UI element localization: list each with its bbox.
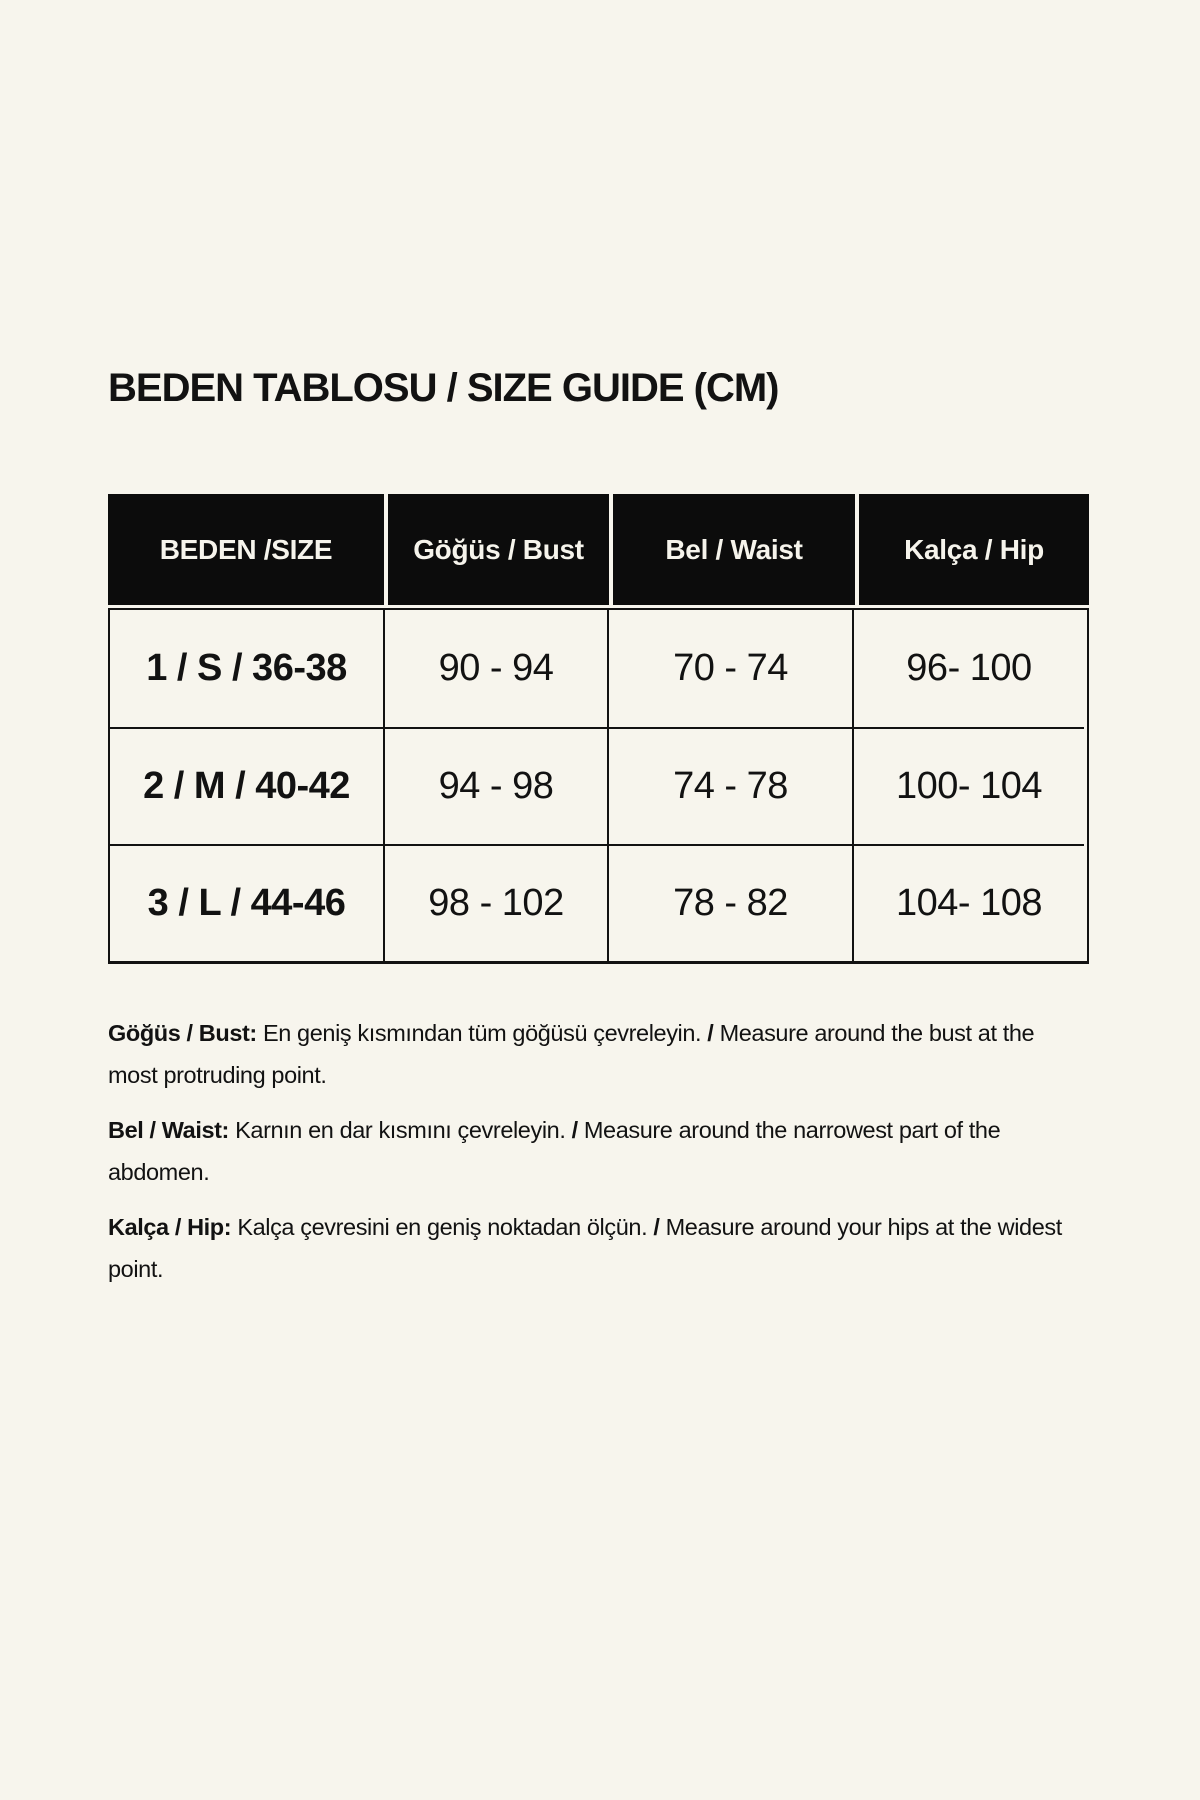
note-hip-slash: /	[653, 1214, 660, 1240]
row-s-waist-value: 70 - 74	[607, 610, 852, 727]
note-waist-lead: Bel / Waist:	[108, 1117, 229, 1143]
note-waist-english-line2: abdomen.	[108, 1159, 210, 1185]
row-s-size-label: 1 / S / 36-38	[146, 647, 347, 689]
page-title: BEDEN TABLOSU / SIZE GUIDE (CM)	[108, 366, 779, 410]
note-bust-english-line2: most protruding point.	[108, 1062, 327, 1088]
row-m-hip-value: 100- 104	[852, 727, 1084, 844]
row-s-hip-value: 96- 100	[852, 610, 1084, 727]
row-m-waist-value: 74 - 78	[607, 727, 852, 844]
note-hip-english-line2: point.	[108, 1256, 164, 1282]
measurement-notes	[108, 1012, 1118, 1303]
size-table	[108, 494, 1089, 964]
row-l-bust-value: 98 - 102	[383, 844, 607, 961]
note-waist-slash: /	[571, 1117, 578, 1143]
note-bust-lead: Göğüs / Bust:	[108, 1020, 257, 1046]
note-waist	[108, 1109, 1118, 1193]
row-s-bust-value: 90 - 94	[383, 610, 607, 727]
row-l-hip-value: 104- 108	[852, 844, 1084, 961]
note-bust-turkish: En geniş kısmından tüm göğüsü çevreleyin.	[256, 1020, 708, 1046]
note-hip-turkish: Kalça çevresini en geniş noktadan ölçün.	[231, 1214, 654, 1240]
size-table-header-row	[108, 494, 1089, 605]
size-table-body	[108, 608, 1089, 964]
header-cell-beden-size: BEDEN /SIZE	[108, 494, 384, 605]
note-waist-english-line1: Measure around the narrowest part of the	[577, 1117, 1001, 1143]
row-l-waist-value: 78 - 82	[607, 844, 852, 961]
note-hip	[108, 1206, 1118, 1290]
row-m-bust-value: 94 - 98	[383, 727, 607, 844]
note-hip-lead: Kalça / Hip:	[108, 1214, 232, 1240]
row-l-size-label: 3 / L / 44-46	[110, 844, 383, 961]
header-cell-waist: Bel / Waist	[609, 494, 855, 605]
note-bust-slash: /	[707, 1020, 714, 1046]
row-m-size-label: 2 / M / 40-42	[110, 727, 383, 844]
note-bust-english-line1: Measure around the bust at the	[713, 1020, 1035, 1046]
note-waist-turkish: Karnın en dar kısmını çevreleyin.	[229, 1117, 572, 1143]
header-cell-bust: Göğüs / Bust	[384, 494, 609, 605]
note-bust	[108, 1012, 1118, 1096]
header-cell-hip: Kalça / Hip	[855, 494, 1089, 605]
note-hip-english-line1: Measure around your hips at the widest	[659, 1214, 1062, 1240]
